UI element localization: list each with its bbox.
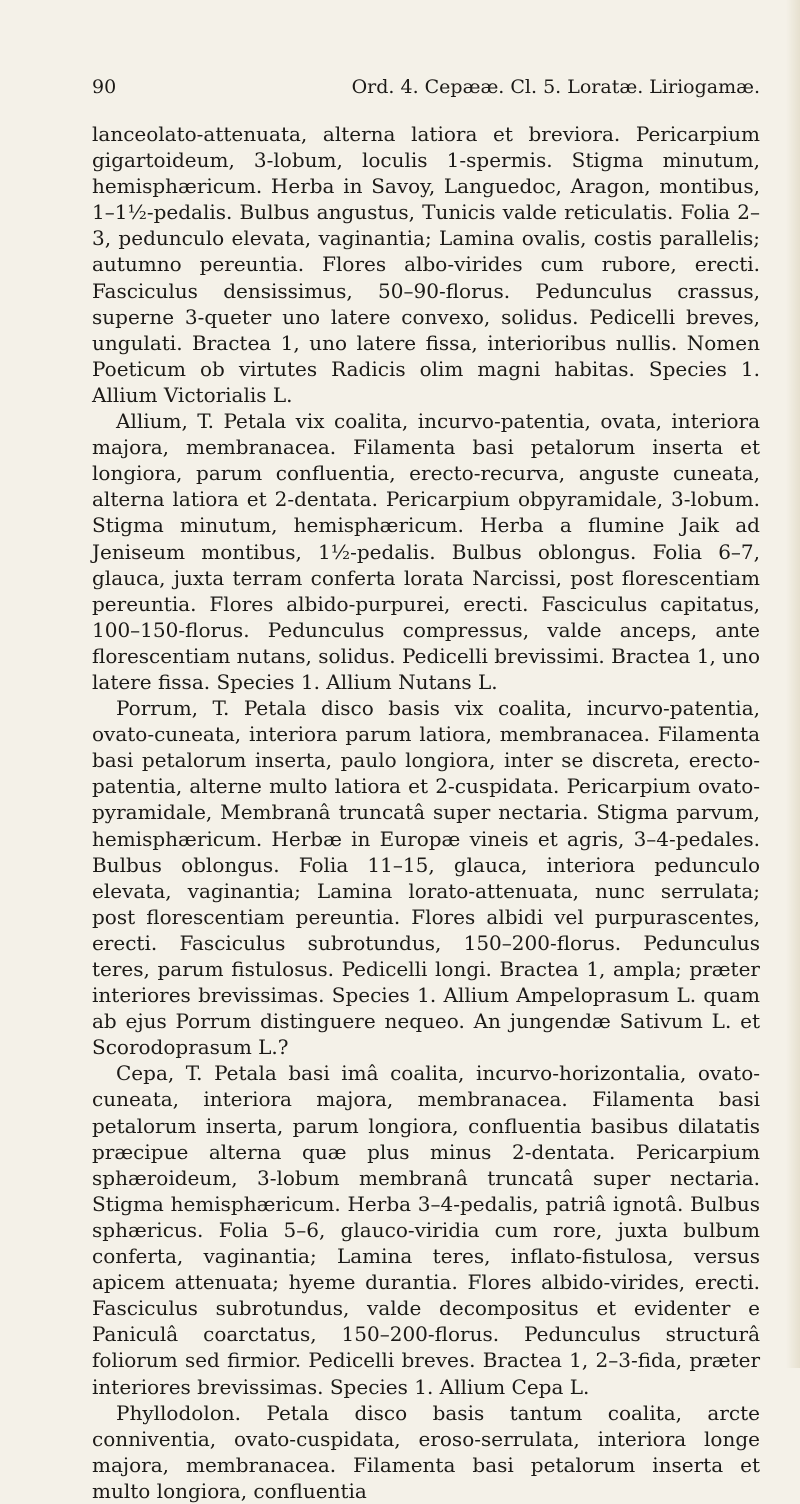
paragraph-cepa: Cepa, T. Petala basi imâ coalita, incurvo-horizontalia, ovato-cuneata, interiora majora, membranacea. Filamenta basi petalorum inserta, parum longiora, confluentia basibus dilatatis præcipue alterna quæ plus minus 2-dentata. Pericarpium sphæroideum, 3-lobum membranâ truncatâ super nectaria. Stigma hemisphæricum. Herba 3–4-pedalis, patriâ ignotâ. Bulbus sphæricus. Folia 5–6, glauco-viridia cum rore, juxta bulbum conferta, vaginantia; Lamina teres, inflato-fistulosa, versus apicem attenuata; hyeme durantia. Flores albido-virides, erecti. Fasciculus subrotundus, valde decompositus et evidenter e Paniculâ coarctatus, 150–200-florus. Pedunculus structurâ foliorum sed firmior. Pedicelli breves. Bractea 1, 2–3-fida, præter interiores brevissimas. Species 1. Allium Cepa L. bbox=[92, 1061, 760, 1399]
body-text bbox=[92, 121, 760, 1504]
page-number: 90 bbox=[92, 76, 117, 98]
paragraph-porrum: Porrum, T. Petala disco basis vix coalita, incurvo-patentia, ovato-cuneata, interiora parum latiora, membranacea. Filamenta basi petalorum inserta, paulo longiora, inter se discreta, erecto-patentia, alterne multo latiora et 2-cuspidata. Pericarpium ovato-pyramidale, Membranâ truncatâ super nectaria. Stigma parvum, hemisphæricum. Herbæ in Europæ vineis et agris, 3–4-pedales. Bulbus oblongus. Folia 11–15, glauca, interiora pedunculo elevata, vaginantia; Lamina lorato-attenuata, nunc serrulata; post florescentiam pereuntia. Flores albidi vel purpurascentes, erecti. Fasciculus subrotundus, 150–200-florus. Pedunculus teres, parum fistulosus. Pedicelli longi. Bractea 1, ampla; præter interiores brevissimas. Species 1. Allium Ampeloprasum L. quam ab ejus Porrum distinguere nequeo. An jungendæ Sativum L. et Scorodoprasum L.? bbox=[92, 696, 760, 1060]
paragraph-phyllodolon: Phyllodolon. Petala disco basis tantum coalita, arcte conniventia, ovato-cuspidata, eroso-serrulata, interiora longe majora, membranacea. Filamenta basi petalorum inserta et multo longiora, confluentia bbox=[92, 1400, 760, 1503]
paragraph-continuation: lanceolato-attenuata, alterna latiora et breviora. Pericarpium gigartoideum, 3-lobum, loculis 1-spermis. Stigma minutum, hemisphæricum. Herba in Savoy, Languedoc, Aragon, montibus, 1–1½-pedalis. Bulbus angustus, Tunicis valde reticulatis. Folia 2–3, pedunculo elevata, vaginantia; Lamina ovalis, costis parallelis; autumno pereuntia. Flores albo-virides cum rubore, erecti. Fasciculus densissimus, 50–90-florus. Pedunculus crassus, superne 3-queter uno latere convexo, solidus. Pedicelli breves, ungulati. Bractea 1, uno latere fissa, interioribus nullis. Nomen Poeticum ob virtutes Radicis olim magni habitas. Species 1. Allium Victorialis L. bbox=[92, 122, 760, 407]
running-title: Ord. 4. Cepææ. Cl. 5. Loratæ. Liriogamæ. bbox=[351, 76, 760, 98]
page-edge-shadow bbox=[786, 0, 800, 1368]
page-header bbox=[92, 76, 760, 106]
paragraph-allium: Allium, T. Petala vix coalita, incurvo-patentia, ovata, interiora majora, membranacea. Filamenta basi petalorum inserta et longiora, parum confluentia, erecto-recurva, anguste cuneata, alterna latiora et 2-dentata. Pericarpium obpyramidale, 3-lobum. Stigma minutum, hemisphæricum. Herba a flumine Jaik ad Jeniseum montibus, 1½-pedalis. Bulbus oblongus. Folia 6–7, glauca, juxta terram conferta lorata Narcissi, post florescentiam pereuntia. Flores albido-purpurei, erecti. Fasciculus capitatus, 100–150-florus. Pedunculus compressus, valde anceps, ante florescentiam nutans, solidus. Pedicelli brevissimi. Bractea 1, uno latere fissa. Species 1. Allium Nutans L. bbox=[92, 409, 760, 694]
